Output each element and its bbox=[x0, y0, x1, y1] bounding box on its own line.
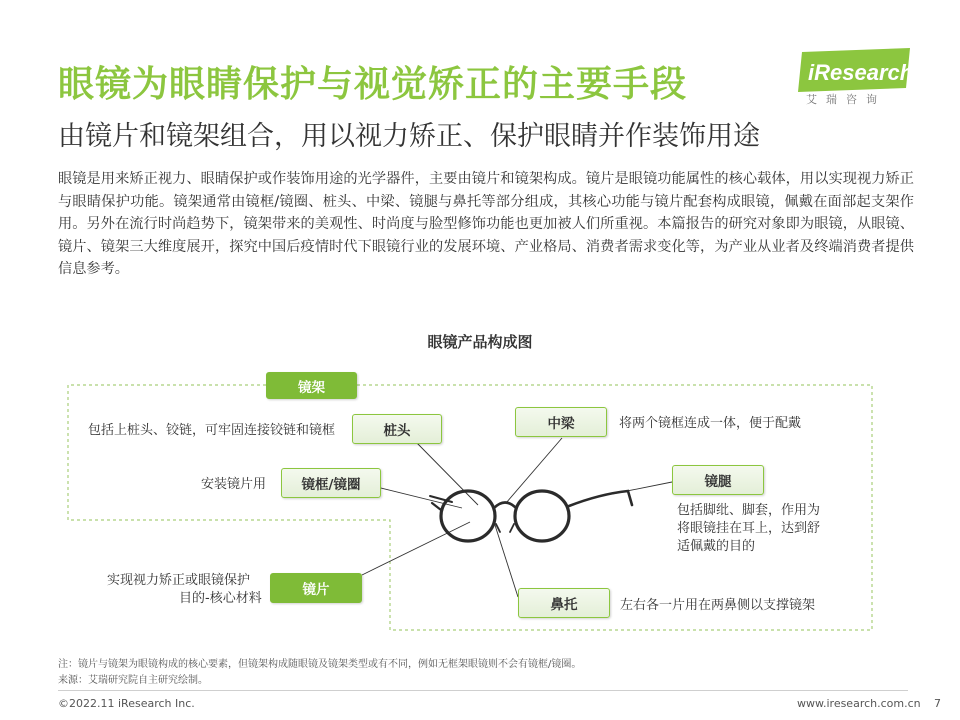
desc-jingpian-line1: 实现视力矫正或眼镜保护 bbox=[107, 573, 251, 588]
tag-jingpian: 镜片 bbox=[270, 573, 362, 603]
footnote: 注：镜片与镜架为眼镜构成的核心要素，但镜架构成随眼镜及镜架类型或有不同，例如无框架眼镜则不会有镜框/镜圈。 bbox=[58, 659, 582, 670]
left-hinge bbox=[432, 503, 441, 510]
glasses-illustration bbox=[430, 491, 632, 541]
right-temple bbox=[569, 491, 632, 506]
desc-zhuangtou: 包括上桩头、铰链，可牢固连接铰链和镜框 bbox=[88, 423, 336, 438]
desc-zhongliang: 将两个镜框连成一体，便于配戴 bbox=[619, 416, 802, 431]
tag-zhongliang: 中梁 bbox=[515, 407, 607, 437]
left-lens-rim bbox=[441, 491, 495, 541]
tag-bituo: 鼻托 bbox=[518, 588, 610, 618]
intro-paragraph: 眼镜是用来矫正视力、眼睛保护或作装饰用途的光学器件，主要由镜片和镜架构成。镜片是眼镜功能属性的核心载体，用以实现视力矫正与眼睛保护功能。镜架通常由镜框/镜圈、桩头、中梁、镜腿与鼻托等部分组成，其核心功能与镜片配套构成眼镜，佩戴在面部起支架作用。另外在流行时尚趋势下，镜架带来的美观性、时尚度与脸型修饰功能也更加被人们所重视。本篇报告的研究对象即为眼镜，从眼镜、镜片、镜架三大维度展开，探究中国后疫情时代下眼镜行业的发展环境、产业格局、消费者需求变化等，为产业从业者及终端消费者提供信息参考。 bbox=[58, 171, 914, 278]
leader-bituo bbox=[494, 522, 518, 597]
desc-jingpian-line2: 目的-核心材料 bbox=[179, 591, 262, 606]
tag-jingtui: 镜腿 bbox=[672, 465, 764, 495]
footer-website: www.iresearch.com.cn bbox=[797, 697, 921, 710]
source-note: 来源：艾瑞研究院自主研究绘制。 bbox=[58, 675, 208, 686]
right-nose-pad bbox=[510, 524, 514, 532]
page-title: 眼镜为眼睛保护与视觉矫正的主要手段 bbox=[58, 64, 688, 105]
desc-jingkuang: 安装镜片用 bbox=[201, 477, 267, 492]
tag-zhuangtou: 桩头 bbox=[352, 414, 442, 444]
page-number: 7 bbox=[934, 697, 941, 710]
tag-jingkuang: 镜框/镜圈 bbox=[281, 468, 381, 498]
desc-bituo: 左右各一片用在两鼻侧以支撑镜架 bbox=[620, 598, 816, 613]
logo-subtitle: 艾瑞咨询 bbox=[806, 93, 886, 106]
footer-copyright: ©2022.11 iResearch Inc. bbox=[58, 697, 195, 710]
diagram-title: 眼镜产品构成图 bbox=[427, 333, 533, 351]
right-lens-rim bbox=[515, 491, 569, 541]
footer-divider bbox=[58, 690, 908, 691]
logo-text: iResearch bbox=[808, 60, 912, 85]
page-subtitle: 由镜片和镜架组合，用以视力矫正、保护眼睛并作装饰用途 bbox=[58, 121, 760, 152]
frame-label-tag: 镜架 bbox=[266, 372, 357, 399]
leader-lines bbox=[362, 438, 672, 597]
leader-zhuangtou bbox=[415, 441, 478, 505]
bridge bbox=[494, 503, 516, 509]
desc-jingtui-line1: 包括脚纰、脚套，作用为 bbox=[677, 503, 821, 518]
desc-jingtui-line3: 适佩戴的目的 bbox=[677, 539, 756, 554]
leader-jingpian bbox=[362, 522, 470, 575]
desc-jingtui-line2: 将眼镜挂在耳上，达到舒 bbox=[677, 521, 821, 536]
